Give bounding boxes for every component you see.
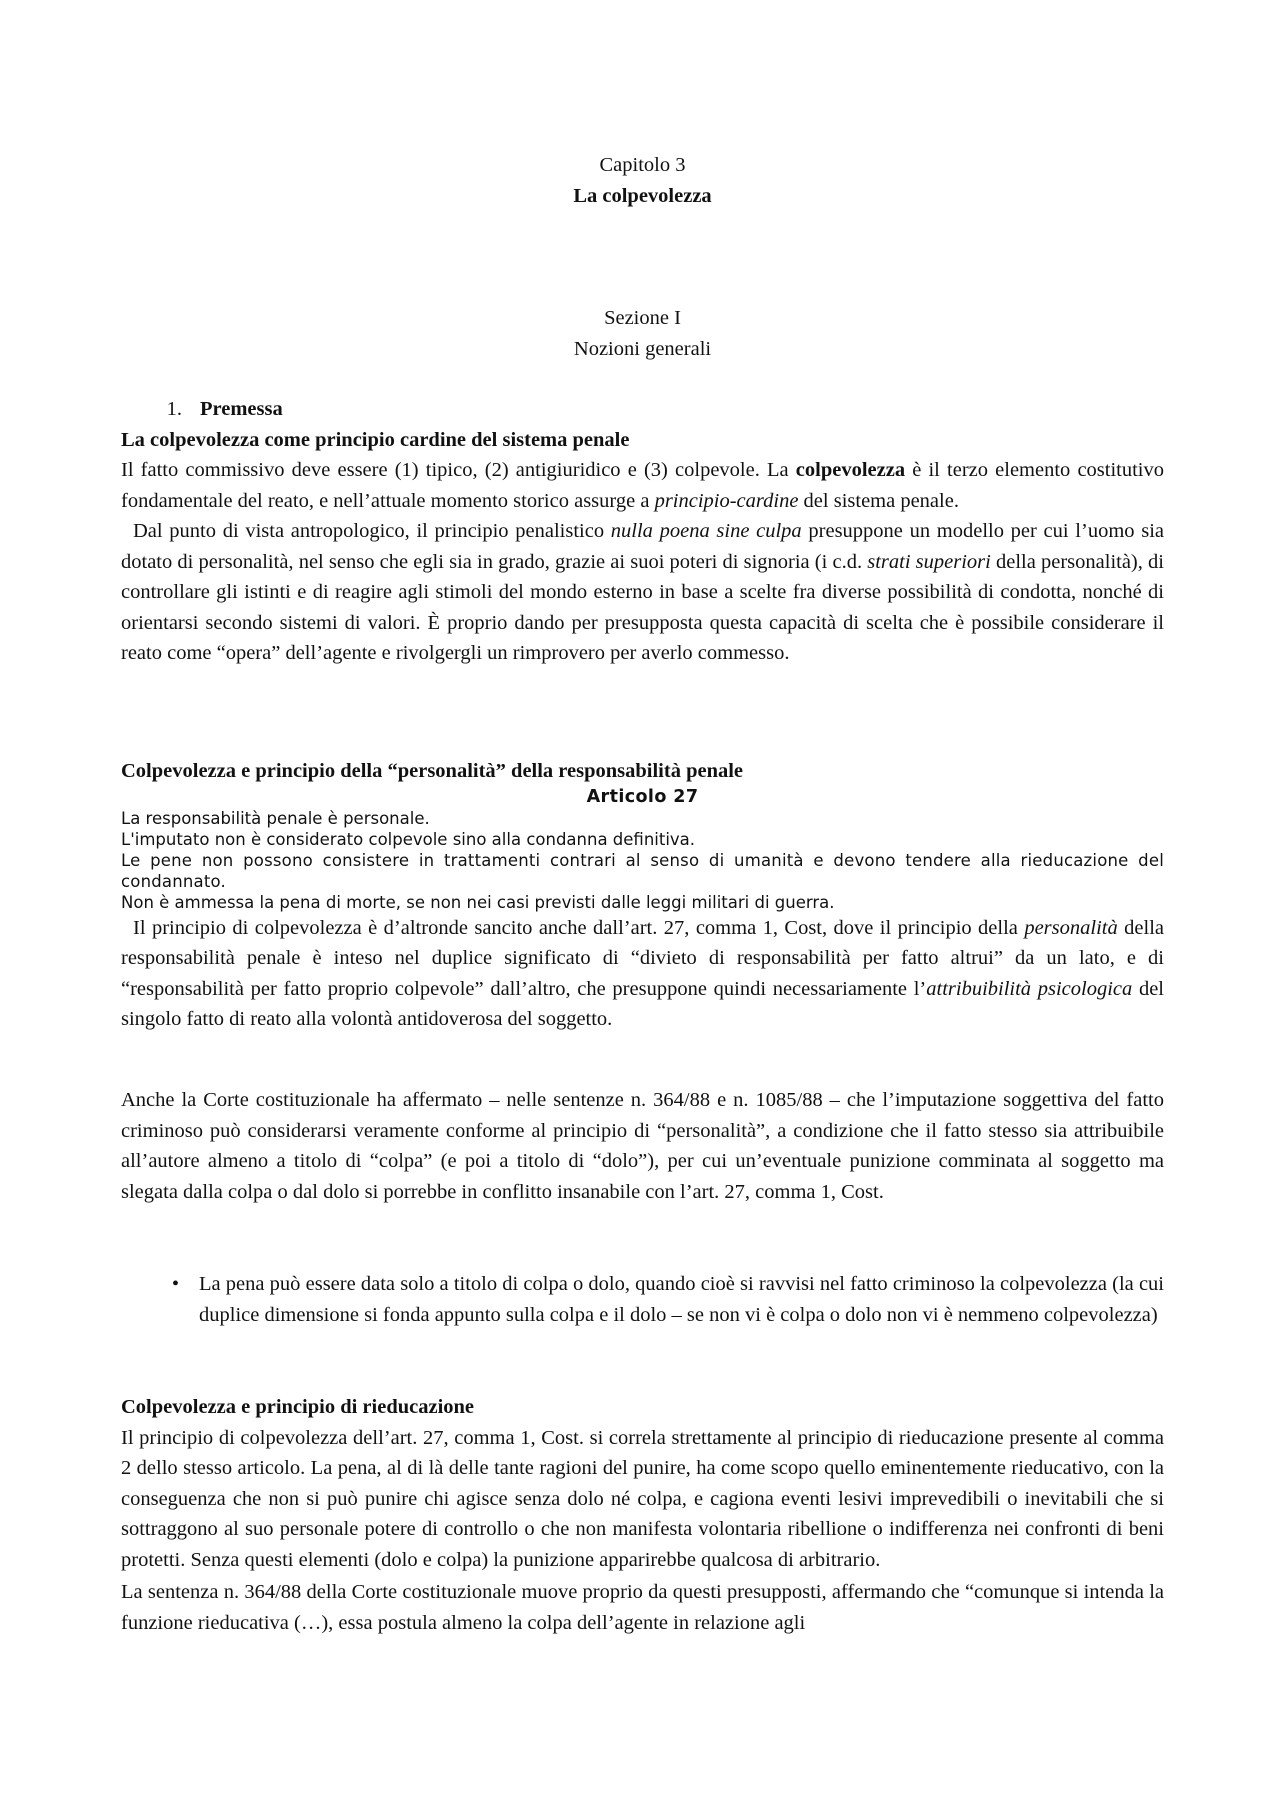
paragraph-art27 [121, 913, 1164, 1035]
body-part-1 [121, 394, 1164, 669]
numbered-heading-title: Premessa [200, 398, 283, 420]
article-title: Articolo 27 [586, 786, 699, 807]
paragraph-sentenza: La sentenza n. 364/88 della Corte costituzionale muove proprio da questi presupposti, affermando che “comunque si intenda la funzione rieducativa (…), essa postula almeno la colpa dell’agente in relazione agli [121, 1581, 1164, 1634]
subheading-principio-cardine: La colpevolezza come principio cardine del sistema penale [121, 428, 630, 451]
paragraph-colpevolezza-elemento [121, 455, 1164, 516]
article-27-box [121, 787, 1164, 913]
article-line: Non è ammessa la pena di morte, se non nei casi previsti dalle leggi militari di guerra. [121, 892, 835, 912]
paragraph-text: del sistema penale. [798, 489, 959, 512]
section-heading [121, 303, 1164, 364]
paragraph-text: della responsabilità penale è inteso nel duplice significato di “divieto di responsabilità per fatto altrui” da un lato, e di “responsabilità per fatto proprio colpevole” dall’altro, che presuppone quindi necessariamente l’ [121, 916, 1164, 1000]
subheading-personalita: Colpevolezza e principio della “personalità” della responsabilità penale [121, 760, 744, 782]
paragraph-rieducazione: Il principio di colpevolezza dell’art. 27, comma 1, Cost. si correla strettamente al principio di rieducazione presente al comma 2 dello stesso articolo. La pena, al di là delle tante ragioni del punire, ha come scopo quello eminentemente rieducativo, con la conseguenza che non si può punire chi agisce senza dolo né colpa, e cagiona eventi lesivi imprevedibili o inevitabili che si sottraggono al suo personale potere di controllo o che non manifesta volontaria ribellione o indifferenza nei confronti di beni protetti. Senza questi elementi (dolo e colpa) la punizione apparirebbe qualcosa di arbitrario. [121, 1426, 1164, 1571]
body-part-5 [121, 1392, 1164, 1638]
body-part-3 [121, 1085, 1164, 1207]
subheading-rieducazione: Colpevolezza e principio di rieducazione [121, 1396, 475, 1418]
body-part-2 [121, 756, 1164, 1035]
paragraph-italic-term: nulla poena sine culpa [610, 520, 802, 542]
body-part-4 [121, 1269, 1164, 1330]
paragraph-text: Il fatto commissivo deve essere (1) tipico, (2) antigiuridico e (3) colpevole. La [121, 459, 796, 481]
article-line: La responsabilità penale è personale. [121, 808, 430, 828]
paragraph-bold-term: colpevolezza [795, 459, 906, 481]
bullet-text: La pena può essere data solo a titolo di colpa o dolo, quando cioè si ravvisi nel fatto criminoso la colpevolezza (la cui duplice dimensione si fonda appunto sulla colpa e il dolo – se non vi è colpa o dolo non vi è nemmeno colpevolezza) [199, 1273, 1164, 1326]
paragraph-text: del singolo fatto di reato alla volontà antidoverosa del soggetto. [121, 977, 1165, 1030]
paragraph-text: Il principio di colpevolezza è d’altronde sancito anche dall’art. 27, comma 1, Cost, dove il principio della [133, 916, 1025, 939]
article-line: Le pene non possono consistere in trattamenti contrari al senso di umanità e devono tendere alla rieducazione del condannato. [121, 850, 1164, 891]
paragraph-text: della personalità), di controllare gli istinti e di reagire agli stimoli del mondo esterno in base a scelte fra diverse possibilità di condotta, nonché di orientarsi secondo sistemi di valori. È proprio dando per presupposta questa capacità di scelta che è possibile considerare il reato come “opera” dell’agente e rivolgergli un rimprovero per averlo commesso. [121, 550, 1164, 664]
paragraph-antropologico [121, 516, 1164, 669]
paragraph-text: presuppone un modello per cui l’uomo sia dotato di personalità, nel senso che egli sia in grado, grazie ai suoi poteri di signoria (i c.d. [121, 520, 1164, 573]
paragraph-italic-term: attribuibilità psicologica [926, 977, 1133, 1000]
numbered-heading-premessa [121, 394, 1164, 425]
chapter-label: Capitolo 3 [599, 154, 686, 176]
article-line: L'imputato non è considerato colpevole sino alla condanna definitiva. [121, 829, 696, 849]
bullet-item [121, 1269, 1164, 1330]
paragraph-text: è il terzo elemento costitutivo fondamentale del reato, e nell’attuale momento storico assurge a [121, 459, 1164, 512]
paragraph-text: Dal punto di vista antropologico, il principio penalistico [133, 520, 611, 542]
paragraph-italic-term: personalità [1024, 916, 1118, 939]
bullet-symbol: • [171, 1273, 179, 1295]
section-title: Nozioni generali [573, 337, 712, 360]
numbered-heading-number: 1. [166, 398, 182, 420]
chapter-heading [121, 150, 1164, 211]
paragraph-italic-term: strati superiori [867, 550, 991, 573]
section-label: Sezione I [604, 307, 681, 329]
chapter-title: La colpevolezza [573, 184, 712, 207]
paragraph-italic-term: principio-cardine [654, 489, 799, 512]
paragraph-corte-costituzionale: Anche la Corte costituzionale ha affermato – nelle sentenze n. 364/88 e n. 1085/88 – che l’imputazione soggettiva del fatto criminoso può considerarsi veramente conforme al principio di “personalità”, a condizione che il fatto stesso sia attribuibile all’autore almeno a titolo di “colpa” (e poi a titolo di “dolo”), per cui un’eventuale punizione comminata al soggetto ma slegata dalla colpa o dal dolo si porrebbe in conflitto insanabile con l’art. 27, comma 1, Cost. [121, 1089, 1164, 1203]
